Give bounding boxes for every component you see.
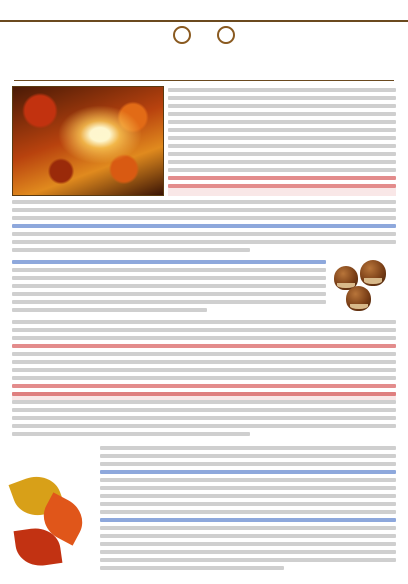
text-line [12,352,396,356]
text-line-emphasis [168,176,396,180]
text-line [100,478,396,482]
text-line [100,558,396,562]
text-line [168,168,396,172]
masthead-mark-right [217,26,235,44]
text-line [12,232,396,236]
text-line [100,502,396,506]
text-line [12,248,250,252]
text-line [12,240,396,244]
text-line [12,268,326,272]
masthead-mark-left [173,26,191,44]
text-line [12,292,326,296]
text-line [168,88,396,92]
text-line [12,424,396,428]
text-line [168,144,396,148]
text-line [100,454,396,458]
emphasis-highlight [12,392,396,400]
chestnuts-photo [332,258,392,314]
autumn-maple-photo [12,86,164,196]
text-line-emphasis [12,344,396,348]
intro-column [168,88,396,196]
text-line-emphasis [12,260,326,264]
text-line [12,208,396,212]
text-line-emphasis [12,384,396,388]
text-line [12,276,326,280]
text-line-emphasis [100,518,396,522]
text-line [12,200,396,204]
text-line [168,120,396,124]
text-line [12,432,250,436]
text-line [12,328,396,332]
masthead-divider [14,80,394,81]
text-line [12,408,396,412]
chestnut-icon [346,286,371,311]
masthead [0,24,408,64]
text-line [168,128,396,132]
text-line [100,534,396,538]
lower-text-block [12,320,396,442]
text-line [12,300,326,304]
text-line [12,360,396,364]
text-line-emphasis [100,470,396,474]
chestnut-icon [360,260,386,286]
text-line [168,96,396,100]
text-line [100,486,396,490]
text-line [12,376,396,380]
closing-text-block [100,446,396,574]
text-line [168,136,396,140]
text-line [100,542,396,546]
text-line [100,566,284,570]
text-line [12,216,396,220]
emphasis-highlight [168,188,396,196]
text-line [12,320,396,324]
text-line [168,112,396,116]
text-line [100,494,396,498]
text-line [12,416,396,420]
text-line [12,284,326,288]
text-line [12,368,396,372]
text-line [168,104,396,108]
main-text-block [12,200,396,256]
text-line [100,526,396,530]
masthead-subtitle [14,66,394,77]
fallen-leaves-illustration [8,470,92,574]
text-line-emphasis [12,224,396,228]
text-line [100,446,396,450]
text-line [100,462,396,466]
text-line [100,510,396,514]
text-line [100,550,396,554]
text-line [12,336,396,340]
text-line [12,400,396,404]
text-line [12,308,207,312]
left-text-block [12,260,326,316]
text-line [168,160,396,164]
header-bar [0,0,408,22]
text-line [168,152,396,156]
